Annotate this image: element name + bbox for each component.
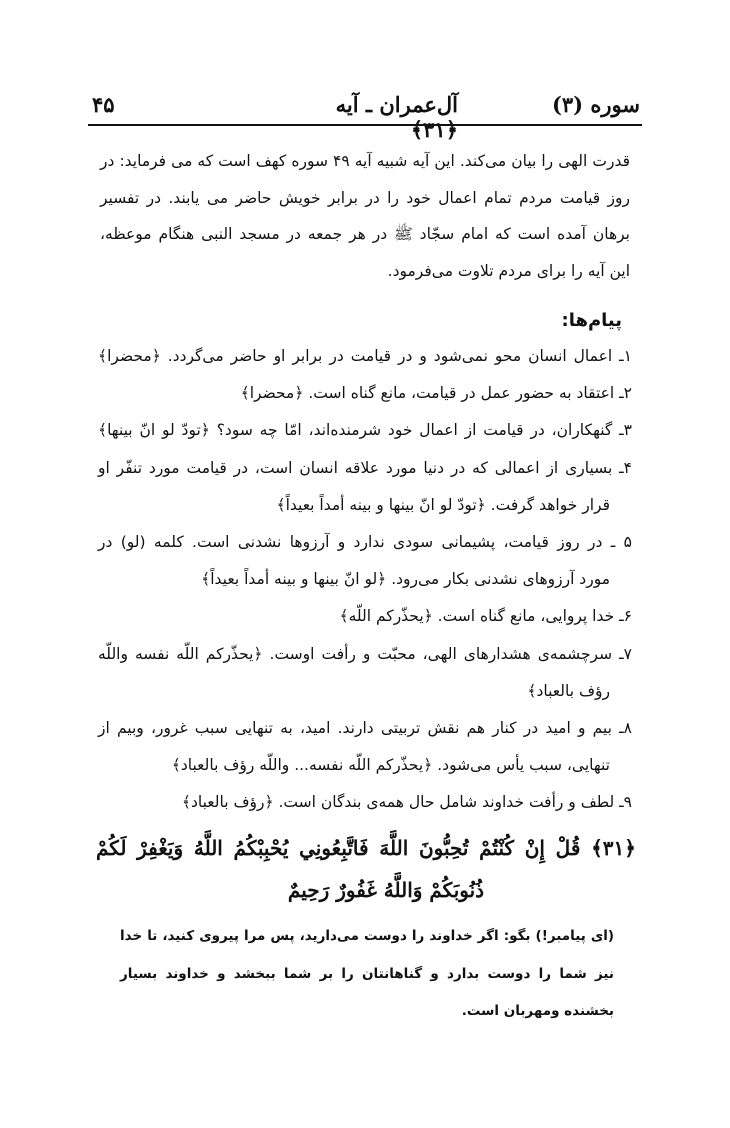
message-line: ۹ـ لطف و رأفت خداوند شامل حال همه‌ی بندگان است. ﴿رؤف بالعباد﴾ [181, 793, 632, 812]
page-header [92, 92, 640, 142]
message-item [98, 375, 632, 412]
message-line: قرار خواهد گرفت. ﴿تودّ لو انّ بینها و بینه أمداً بعیداً﴾ [276, 495, 610, 514]
translation-line: نیز شما را دوست بدارد و گناهانتان را بر شما ببخشد و خداوند بسیار [120, 965, 614, 982]
message-line: ۲ـ اعتقاد به حضور عمل در قیامت، مانع گناه است. ﴿محضرا﴾ [240, 384, 632, 403]
header-divider [88, 124, 642, 126]
message-line: ۶ـ خدا پروایی، مانع گناه است. ﴿یحذّرکم اللّه﴾ [339, 607, 632, 626]
message-item [98, 524, 632, 598]
messages-heading: پیام‌ها: [561, 310, 622, 331]
intro-line: روز قیامت مردم تمام اعمال خود را در برابر خویش حاضر می یابند. در تفسیر [100, 188, 630, 207]
surah-label: سوره (۳) [551, 92, 640, 117]
message-line: ۷ـ سرچشمه‌ی هشدارهای الهی، محبّت و رأفت اوست. ﴿یحذّرکم اللّه نفسه واللّه [98, 644, 632, 663]
quran-verse [96, 827, 636, 911]
message-line: ۱ـ اعمال انسان محو نمی‌شود و در قیامت در برابر او حاضر می‌گردد. ﴿محضرا﴾ [98, 347, 632, 365]
message-item [98, 338, 632, 375]
page-number: ۴۵ [92, 92, 115, 117]
message-line: رؤف بالعباد﴾ [527, 681, 610, 700]
verse-translation [120, 918, 614, 1031]
message-line: ۸ـ بیم و امید در کنار هم نقش تربیتی دارند. امید، به تنهایی سبب غرور، وبیم از [98, 718, 632, 737]
header-title: آل‌عمران ـ آیه ﴿۳۱﴾ [335, 92, 458, 142]
intro-line: برهان آمده است که امام سجّاد ﷺ در هر جمعه در مسجد النبی هنگام موعظه، [100, 225, 630, 244]
message-line: تنهایی، سبب یأس می‌شود. ﴿یحذّرکم اللّه نفسه... واللّه رؤف بالعباد﴾ [171, 756, 610, 775]
message-item [98, 598, 632, 635]
translation-line: (ای پیامبر!) بگو: اگر خداوند را دوست می‌دارید، پس مرا پیروی کنید، تا خدا [120, 928, 614, 944]
verse-line: ﴿۳۱﴾ قُلْ إِنْ كُنْتُمْ تُحِبُّونَ اللَّهَ فَاتَّبِعُونِي يُحْبِبْكُمُ اللَّهُ وَيَغْفِرْ لَكُمْ [96, 836, 636, 860]
messages-list [98, 338, 632, 821]
intro-line: قدرت الهی را بیان می‌کند. این آیه شبیه آیه ۴۹ سوره کهف است که می فرماید: در [100, 152, 630, 170]
message-item [98, 450, 632, 524]
message-item [98, 784, 632, 821]
message-line: ۴ـ بسیاری از اعمالی که در دنیا مورد علاقه انسان است، در قیامت مورد تنفّر او [98, 458, 632, 477]
message-line: ۳ـ گنهکاران، در قیامت از اعمال خود شرمنده‌اند، امّا چه سود؟ ﴿تودّ لو انّ بینها﴾ [98, 421, 632, 440]
translation-line: بخشنده ومهربان است. [461, 1003, 614, 1019]
intro-line: این آیه را برای مردم تلاوت می‌فرمود. [387, 261, 630, 280]
message-item [98, 710, 632, 784]
message-item [98, 636, 632, 710]
message-line: ۵ ـ در روز قیامت، پشیمانی سودی ندارد و آرزوها نشدنی است. کلمه (لو) در [98, 532, 632, 551]
message-line: مورد آرزوهای نشدنی بکار می‌رود. ﴿لو انّ بینها و بینه أمداً بعیداً﴾ [201, 570, 610, 589]
intro-paragraph [100, 143, 630, 289]
message-item [98, 412, 632, 449]
verse-line: ذُنُوبَكُمْ وَاللَّهُ غَفُورٌ رَحِيمٌ [287, 878, 485, 902]
